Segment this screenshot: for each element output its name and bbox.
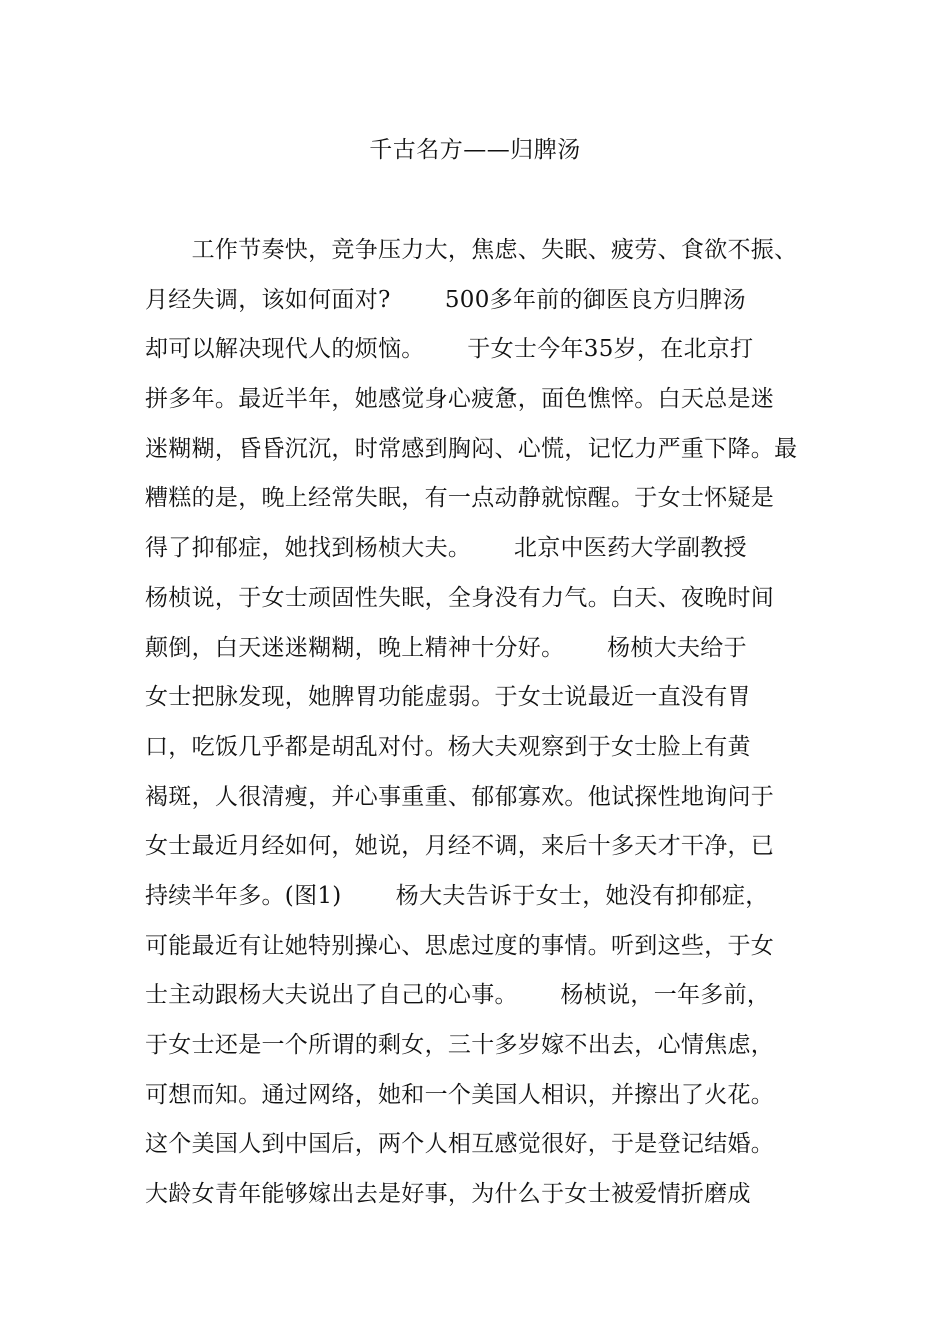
- body-line: 口，吃饭几乎都是胡乱对付。杨大夫观察到于女士脸上有黄: [145, 733, 751, 760]
- body-line: 工作节奏快，竞争压力大，焦虑、失眠、疲劳、食欲不振、: [145, 237, 798, 263]
- body-line: 月经失调，该如何面对? 500多年前的御医良方归脾汤: [145, 286, 746, 313]
- body-line: 可能最近有让她特别操心、思虑过度的事情。听到这些，于女: [145, 932, 775, 959]
- body-line: 迷糊糊，昏昏沉沉，时常感到胸闷、心慌，记忆力严重下降。最: [145, 435, 798, 462]
- body-line: 女士最近月经如何，她说，月经不调，来后十多天才干净，已: [145, 833, 775, 860]
- body-line: 得了抑郁症，她找到杨桢大夫。 北京中医药大学副教授: [145, 535, 747, 562]
- body-line: 褐斑，人很清瘦，并心事重重、郁郁寡欢。他试探性地询问于: [145, 783, 775, 810]
- body-line: 可想而知。通过网络，她和一个美国人相识，并擦出了火花。: [145, 1081, 775, 1108]
- body-line: 颠倒，白天迷迷糊糊，晚上精神十分好。 杨桢大夫给于: [145, 634, 747, 661]
- body-line: 大龄女青年能够嫁出去是好事，为什么于女士被爱情折磨成: [145, 1181, 751, 1208]
- body-line: 持续半年多。(图1) 杨大夫告诉于女士，她没有抑郁症，: [145, 882, 769, 909]
- body-line: 士主动跟杨大夫说出了自己的心事。 杨桢说，一年多前，: [145, 982, 771, 1009]
- body-line: 拼多年。最近半年，她感觉身心疲惫，面色憔悴。白天总是迷: [145, 386, 775, 413]
- body-line: 却可以解决现代人的烦恼。 于女士今年35岁，在北京打: [145, 336, 754, 363]
- document-body: [145, 232, 835, 1226]
- body-line: 糟糕的是，晚上经常失眠，有一点动静就惊醒。于女士怀疑是: [145, 485, 775, 512]
- body-line: 于女士还是一个所谓的剩女，三十多岁嫁不出去，心情焦虑，: [145, 1032, 775, 1058]
- document-title: 千古名方——归脾汤: [369, 137, 581, 163]
- body-line: 杨桢说，于女士顽固性失眠，全身没有力气。白天、夜晚时间: [145, 584, 775, 611]
- body-line: 这个美国人到中国后，两个人相互感觉很好，于是登记结婚。: [145, 1131, 775, 1158]
- body-line: 女士把脉发现，她脾胃功能虚弱。于女士说最近一直没有胃: [145, 684, 751, 711]
